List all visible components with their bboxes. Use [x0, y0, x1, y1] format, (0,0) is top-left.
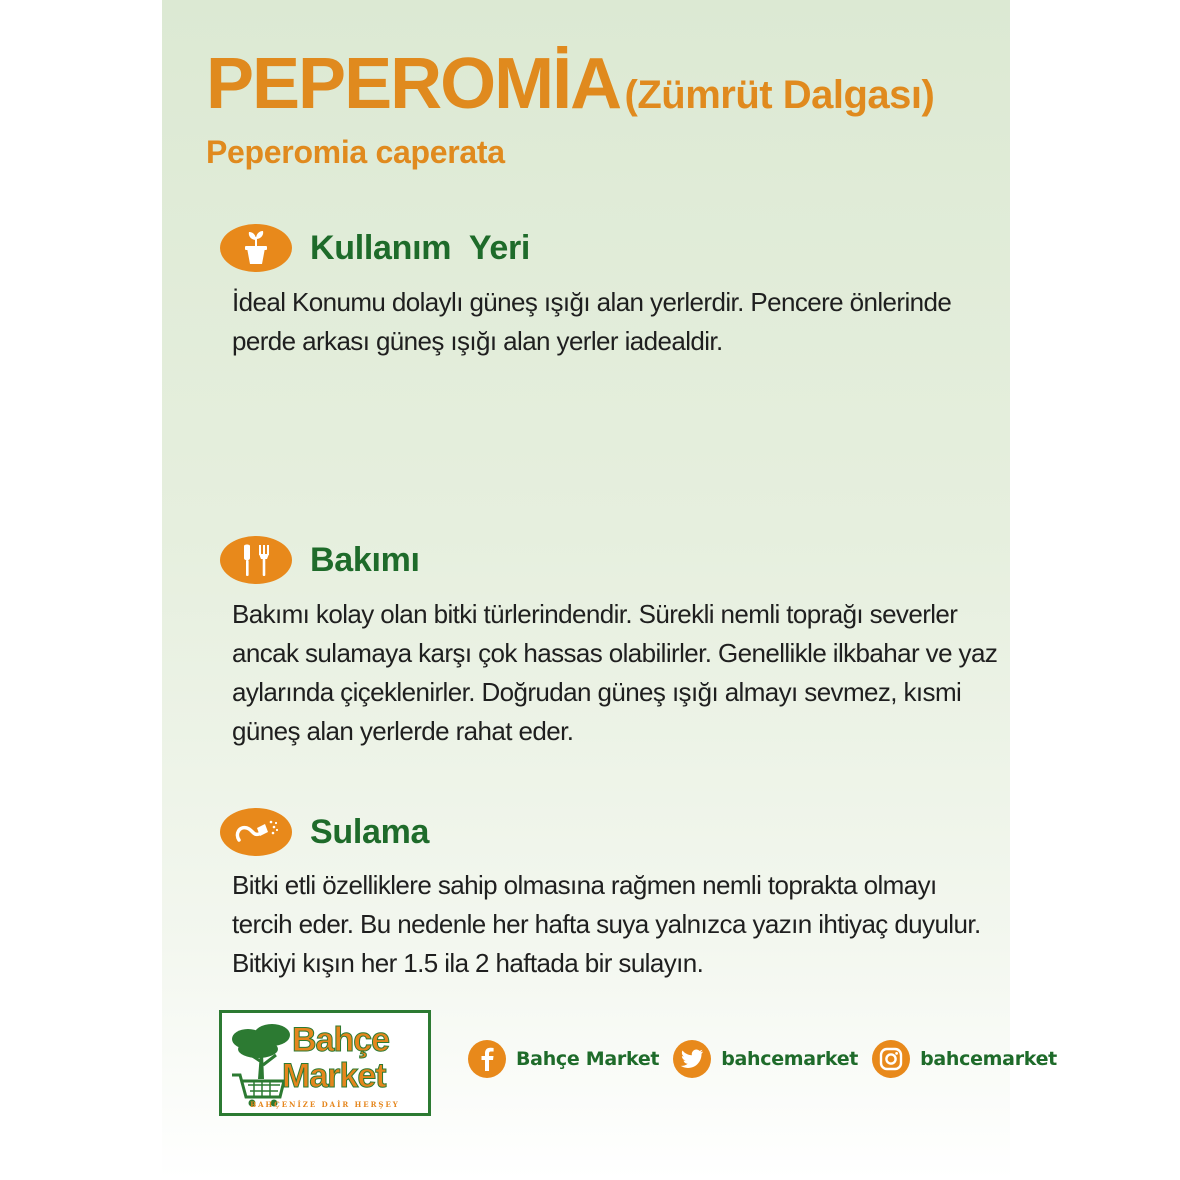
title-main: PEPEROMİA: [206, 44, 621, 124]
section-watering-title: Sulama: [310, 812, 430, 851]
potted-plant-icon: [220, 224, 292, 272]
watering-hose-icon: [220, 808, 292, 856]
section-watering-text: Bitki etli özelliklere sahip olmasına rağmen nemli toprakta olmayı tercih eder. Bu nedenle her hafta suya yalnızca yazın ihtiyaç duyulur. Bitkiyi kışın her 1.5 ila 2 haftada bir sulayın.: [232, 870, 981, 978]
logo-text-market: Market: [282, 1057, 386, 1095]
section-watering-header: [220, 808, 429, 856]
social-twitter[interactable]: [673, 1040, 858, 1078]
twitter-icon: [673, 1040, 711, 1078]
section-usage-text: İdeal Konumu dolaylı güneş ışığı alan yerlerdir. Pencere önlerinde perde arkası güneş ışığı alan yerler iadealdir.: [232, 287, 952, 356]
section-usage-header: [220, 224, 530, 272]
social-links: [468, 1040, 1071, 1078]
social-facebook[interactable]: [468, 1040, 659, 1078]
logo-tagline: BAHÇENİZE DAİR HERŞEY: [250, 1100, 400, 1109]
title-common-name: (Zümrüt Dalgası): [624, 73, 935, 117]
facebook-icon: [468, 1040, 506, 1078]
section-care-text: Bakımı kolay olan bitki türlerindendir. Sürekli nemli toprağı severler ancak sulamaya karşı çok hassas olabilirler. Genellikle ilkbahar ve yaz aylarında çiçeklenirler. Doğrudan güneş ışığı almayı sevmez, kısmi güneş alan yerlerde rahat eder.: [232, 599, 998, 746]
section-usage-title: Kullanım Yeri: [310, 228, 531, 267]
social-instagram[interactable]: [872, 1040, 1057, 1078]
section-care-header: [220, 536, 420, 584]
logo-text-bahce: Bahçe: [292, 1021, 390, 1059]
latin-name: Peperomia caperata: [206, 134, 505, 170]
garden-tools-icon: [220, 536, 292, 584]
section-care-title: Bakımı: [310, 540, 420, 579]
social-instagram-label: bahcemarket: [920, 1048, 1057, 1070]
social-twitter-label: bahcemarket: [721, 1048, 859, 1070]
bahce-market-logo: [219, 1010, 431, 1116]
social-facebook-label: Bahçe Market: [516, 1048, 660, 1070]
plant-info-card: [162, 0, 1057, 1180]
instagram-icon: [872, 1040, 910, 1078]
page-title: [206, 44, 935, 124]
